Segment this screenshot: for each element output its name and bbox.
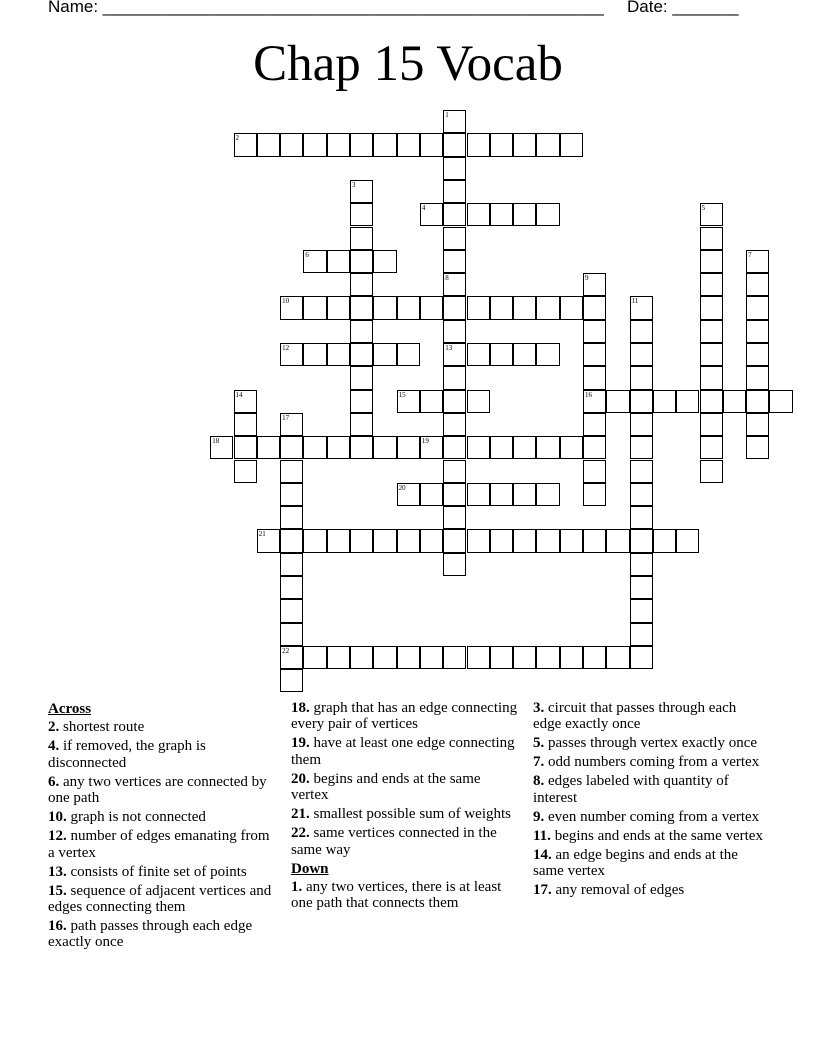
grid-cell[interactable] <box>536 529 559 552</box>
grid-cell[interactable] <box>350 250 373 273</box>
grid-cell[interactable] <box>467 133 490 156</box>
grid-cell[interactable] <box>583 343 606 366</box>
clue-number: 7 <box>748 250 752 259</box>
grid-cell[interactable] <box>490 203 513 226</box>
clue-down-1: 1. any two vertices, there is at least one path that connects them <box>291 879 502 912</box>
clue-down-8: 8. edges labeled with quantity of interest <box>533 773 729 806</box>
grid-cell[interactable] <box>234 436 257 459</box>
grid-cell[interactable] <box>443 390 466 413</box>
grid-cell[interactable] <box>280 460 303 483</box>
grid-cell[interactable] <box>373 646 396 669</box>
grid-cell[interactable] <box>257 436 280 459</box>
grid-cell[interactable] <box>583 413 606 436</box>
grid-cell[interactable] <box>630 390 653 413</box>
grid-cell[interactable] <box>700 250 723 273</box>
grid-cell[interactable] <box>676 390 699 413</box>
grid-cell[interactable] <box>513 529 536 552</box>
grid-cell[interactable] <box>560 529 583 552</box>
grid-cell[interactable] <box>327 296 350 319</box>
grid-cell[interactable] <box>280 343 303 366</box>
grid-cell[interactable] <box>583 483 606 506</box>
grid-cell[interactable] <box>513 296 536 319</box>
grid-cell[interactable] <box>560 436 583 459</box>
clue-number: 9 <box>585 274 589 283</box>
grid-cell[interactable] <box>397 646 420 669</box>
grid-cell[interactable] <box>443 110 466 133</box>
grid-cell[interactable] <box>303 436 326 459</box>
grid-cell[interactable] <box>490 343 513 366</box>
grid-cell[interactable] <box>443 366 466 389</box>
grid-cell[interactable] <box>630 343 653 366</box>
grid-cell[interactable] <box>746 436 769 459</box>
grid-cell[interactable] <box>327 133 350 156</box>
grid-cell[interactable] <box>746 296 769 319</box>
grid-cell[interactable] <box>397 133 420 156</box>
clue-across-19: 19. have at least one edge connecting them <box>291 735 515 768</box>
grid-cell[interactable] <box>630 483 653 506</box>
grid-cell[interactable] <box>467 646 490 669</box>
grid-cell[interactable] <box>700 343 723 366</box>
grid-cell[interactable] <box>630 460 653 483</box>
grid-cell[interactable] <box>234 413 257 436</box>
grid-cell[interactable] <box>583 296 606 319</box>
clue-across-18: 18. graph that has an edge connecting every pair of vertices <box>291 700 518 733</box>
clue-across-10: 10. graph is not connected <box>48 809 206 826</box>
grid-cell[interactable] <box>513 133 536 156</box>
grid-cell[interactable] <box>536 133 559 156</box>
grid-cell[interactable] <box>327 250 350 273</box>
grid-cell[interactable] <box>700 320 723 343</box>
grid-cell[interactable] <box>606 646 629 669</box>
grid-cell[interactable] <box>327 529 350 552</box>
grid-cell[interactable] <box>420 646 443 669</box>
grid-cell[interactable] <box>467 390 490 413</box>
grid-cell[interactable] <box>513 203 536 226</box>
grid-cell[interactable] <box>467 203 490 226</box>
clue-down-7: 7. odd numbers coming from a vertex <box>533 754 760 771</box>
grid-cell[interactable] <box>443 553 466 576</box>
grid-cell[interactable] <box>350 436 373 459</box>
grid-cell[interactable] <box>536 343 559 366</box>
grid-cell[interactable] <box>513 646 536 669</box>
grid-cell[interactable] <box>630 296 653 319</box>
grid-cell[interactable] <box>443 460 466 483</box>
grid-cell[interactable] <box>630 599 653 622</box>
grid-cell[interactable] <box>443 646 466 669</box>
grid-cell[interactable] <box>420 203 443 226</box>
clues-column-1 <box>48 700 278 953</box>
grid-cell[interactable] <box>280 599 303 622</box>
grid-cell[interactable] <box>443 506 466 529</box>
grid-cell[interactable] <box>560 133 583 156</box>
grid-cell[interactable] <box>350 273 373 296</box>
grid-cell[interactable] <box>676 529 699 552</box>
clue-number: 18 <box>212 437 220 446</box>
grid-cell[interactable] <box>327 436 350 459</box>
grid-cell[interactable] <box>280 623 303 646</box>
clue-across-13: 13. consists of finite set of points <box>48 863 247 880</box>
grid-cell[interactable] <box>210 436 233 459</box>
grid-cell[interactable] <box>420 529 443 552</box>
grid-cell[interactable] <box>723 390 746 413</box>
grid-cell[interactable] <box>443 180 466 203</box>
grid-cell[interactable] <box>303 296 326 319</box>
grid-cell[interactable] <box>420 483 443 506</box>
grid-cell[interactable] <box>583 273 606 296</box>
grid-cell[interactable] <box>234 390 257 413</box>
grid-cell[interactable] <box>700 296 723 319</box>
grid-cell[interactable] <box>583 646 606 669</box>
grid-cell[interactable] <box>280 506 303 529</box>
grid-cell[interactable] <box>350 413 373 436</box>
grid-cell[interactable] <box>536 436 559 459</box>
grid-cell[interactable] <box>513 343 536 366</box>
grid-cell[interactable] <box>350 343 373 366</box>
clue-number: 17 <box>282 413 290 422</box>
clue-number: 20 <box>398 483 406 492</box>
date-field[interactable]: Date: _______ <box>627 0 739 16</box>
grid-cell[interactable] <box>280 576 303 599</box>
grid-cell[interactable] <box>700 390 723 413</box>
grid-cell[interactable] <box>560 296 583 319</box>
grid-cell[interactable] <box>630 553 653 576</box>
grid-cell[interactable] <box>490 646 513 669</box>
clue-number: 14 <box>235 390 243 399</box>
grid-cell[interactable] <box>536 646 559 669</box>
grid-cell[interactable] <box>280 436 303 459</box>
grid-cell[interactable] <box>583 320 606 343</box>
clue-number: 8 <box>445 274 449 283</box>
grid-cell[interactable] <box>746 413 769 436</box>
clues-column-2 <box>291 700 521 914</box>
grid-cell[interactable] <box>700 227 723 250</box>
clue-number: 12 <box>282 344 290 352</box>
grid-cell[interactable] <box>630 413 653 436</box>
grid-cell[interactable] <box>700 273 723 296</box>
grid-cell[interactable] <box>280 646 303 669</box>
grid-cell[interactable] <box>630 529 653 552</box>
grid-cell[interactable] <box>769 390 792 413</box>
grid-cell[interactable] <box>350 366 373 389</box>
grid-cell[interactable] <box>560 646 583 669</box>
grid-cell[interactable] <box>373 133 396 156</box>
grid-cell[interactable] <box>443 343 466 366</box>
grid-cell[interactable] <box>443 133 466 156</box>
clue-number: 11 <box>631 297 639 306</box>
grid-cell[interactable] <box>746 343 769 366</box>
grid-cell[interactable] <box>583 366 606 389</box>
clue-number: 5 <box>701 204 705 213</box>
grid-cell[interactable] <box>700 366 723 389</box>
grid-cell[interactable] <box>303 133 326 156</box>
grid-cell[interactable] <box>630 366 653 389</box>
grid-cell[interactable] <box>303 646 326 669</box>
clue-across-21: 21. smallest possible sum of weights <box>291 806 511 823</box>
grid-cell[interactable] <box>350 227 373 250</box>
grid-cell[interactable] <box>443 413 466 436</box>
grid-cell[interactable] <box>467 343 490 366</box>
grid-cell[interactable] <box>280 669 303 692</box>
grid-cell[interactable] <box>280 529 303 552</box>
grid-cell[interactable] <box>746 250 769 273</box>
grid-cell[interactable] <box>700 460 723 483</box>
grid-cell[interactable] <box>257 133 280 156</box>
grid-cell[interactable] <box>630 506 653 529</box>
clue-across-12: 12. number of edges emanating from a vertex <box>48 828 270 861</box>
grid-cell[interactable] <box>443 320 466 343</box>
grid-cell[interactable] <box>513 436 536 459</box>
grid-cell[interactable] <box>280 553 303 576</box>
grid-cell[interactable] <box>513 483 536 506</box>
clue-across-2: 2. shortest route <box>48 719 145 736</box>
grid-cell[interactable] <box>350 646 373 669</box>
grid-cell[interactable] <box>700 413 723 436</box>
clue-number: 2 <box>235 134 239 143</box>
grid-cell[interactable] <box>443 250 466 273</box>
grid-cell[interactable] <box>583 390 606 413</box>
grid-cell[interactable] <box>280 483 303 506</box>
grid-cell[interactable] <box>536 203 559 226</box>
grid-cell[interactable] <box>373 250 396 273</box>
grid-cell[interactable] <box>443 227 466 250</box>
grid-cell[interactable] <box>397 296 420 319</box>
clue-number: 19 <box>421 437 429 446</box>
clue-number: 3 <box>352 180 356 189</box>
clue-number: 1 <box>445 111 449 119</box>
grid-cell[interactable] <box>467 296 490 319</box>
clue-number: 21 <box>258 530 266 539</box>
grid-cell[interactable] <box>420 133 443 156</box>
grid-cell[interactable] <box>630 576 653 599</box>
clue-number: 15 <box>398 390 406 399</box>
grid-cell[interactable] <box>630 436 653 459</box>
grid-cell[interactable] <box>303 529 326 552</box>
grid-cell[interactable] <box>327 646 350 669</box>
grid-cell[interactable] <box>303 250 326 273</box>
clue-number: 6 <box>305 250 309 259</box>
grid-cell[interactable] <box>420 436 443 459</box>
clues-column-3 <box>533 700 763 901</box>
clue-number: 22 <box>282 646 290 655</box>
clue-across-22: 22. same vertices connected in the same way <box>291 825 497 858</box>
grid-cell[interactable] <box>606 390 629 413</box>
grid-cell[interactable] <box>467 483 490 506</box>
grid-cell[interactable] <box>350 133 373 156</box>
grid-cell[interactable] <box>583 436 606 459</box>
grid-cell[interactable] <box>467 436 490 459</box>
grid-cell[interactable] <box>490 296 513 319</box>
grid-cell[interactable] <box>490 436 513 459</box>
clue-down-17: 17. any removal of edges <box>533 882 685 899</box>
grid-cell[interactable] <box>700 436 723 459</box>
clue-number: 13 <box>445 344 453 352</box>
grid-cell[interactable] <box>490 483 513 506</box>
grid-cell[interactable] <box>397 529 420 552</box>
grid-cell[interactable] <box>397 436 420 459</box>
grid-cell[interactable] <box>373 296 396 319</box>
clue-across-20: 20. begins and ends at the same vertex <box>291 770 481 804</box>
grid-cell[interactable] <box>397 390 420 413</box>
grid-cell[interactable] <box>280 413 303 436</box>
page-title: Chap 15 Vocab <box>253 36 563 92</box>
clue-down-14: 14. an edge begins and ends at the same vertex <box>533 846 738 880</box>
grid-cell[interactable] <box>630 646 653 669</box>
grid-cell[interactable] <box>536 296 559 319</box>
clue-number: 4 <box>421 204 426 213</box>
grid-cell[interactable] <box>443 296 466 319</box>
grid-cell[interactable] <box>234 460 257 483</box>
grid-cell[interactable] <box>746 320 769 343</box>
clue-down-11: 11. begins and ends at the same vertex <box>533 827 763 844</box>
clue-number: 16 <box>585 390 592 399</box>
grid-cell[interactable] <box>630 623 653 646</box>
grid-cell[interactable] <box>700 203 723 226</box>
grid-cell[interactable] <box>397 483 420 506</box>
grid-cell[interactable] <box>350 203 373 226</box>
grid-cell[interactable] <box>234 133 257 156</box>
grid-cell[interactable] <box>420 390 443 413</box>
grid-cell[interactable] <box>536 483 559 506</box>
clue-down-9: 9. even number coming from a vertex <box>533 808 760 825</box>
grid-cell[interactable] <box>653 390 676 413</box>
grid-cell[interactable] <box>373 529 396 552</box>
grid-cell[interactable] <box>746 273 769 296</box>
grid-cell[interactable] <box>350 390 373 413</box>
clue-down-5: 5. passes through vertex exactly once <box>533 735 758 752</box>
clue-across-16: 16. path passes through each edge exactly once <box>48 918 253 951</box>
grid-cell[interactable] <box>443 483 466 506</box>
grid-cell[interactable] <box>746 366 769 389</box>
grid-cell[interactable] <box>373 436 396 459</box>
across-heading: Across <box>48 701 92 717</box>
grid-cell[interactable] <box>443 203 466 226</box>
grid-cell[interactable] <box>490 529 513 552</box>
grid-cell[interactable] <box>350 320 373 343</box>
grid-cell[interactable] <box>443 529 466 552</box>
grid-cell[interactable] <box>420 296 443 319</box>
clue-number: 10 <box>282 297 290 306</box>
grid-cell[interactable] <box>397 343 420 366</box>
grid-cell[interactable] <box>467 529 490 552</box>
clue-across-15: 15. sequence of adjacent vertices and edges connecting them <box>48 882 272 916</box>
grid-cell[interactable] <box>350 296 373 319</box>
grid-cell[interactable] <box>350 529 373 552</box>
grid-cell[interactable] <box>583 529 606 552</box>
grid-cell[interactable] <box>303 343 326 366</box>
grid-cell[interactable] <box>257 529 280 552</box>
clue-down-3: 3. circuit that passes through each edge exactly once <box>533 700 737 733</box>
grid-cell[interactable] <box>373 343 396 366</box>
grid-cell[interactable] <box>327 343 350 366</box>
grid-cell[interactable] <box>443 157 466 180</box>
grid-cell[interactable] <box>746 390 769 413</box>
grid-cell[interactable] <box>443 273 466 296</box>
grid-cell[interactable] <box>350 180 373 203</box>
grid-cell[interactable] <box>583 460 606 483</box>
down-heading: Down <box>291 860 329 877</box>
name-field[interactable]: Name: _____________________________________________________ <box>48 0 604 16</box>
grid-cell[interactable] <box>653 529 676 552</box>
grid-cell[interactable] <box>606 529 629 552</box>
grid-cell[interactable] <box>280 133 303 156</box>
grid-cell[interactable] <box>630 320 653 343</box>
clue-across-4: 4. if removed, the graph is disconnected <box>48 738 206 771</box>
grid-cell[interactable] <box>443 436 466 459</box>
grid-cell[interactable] <box>490 133 513 156</box>
clue-across-6: 6. any two vertices are connected by one path <box>48 773 267 807</box>
grid-cell[interactable] <box>280 296 303 319</box>
